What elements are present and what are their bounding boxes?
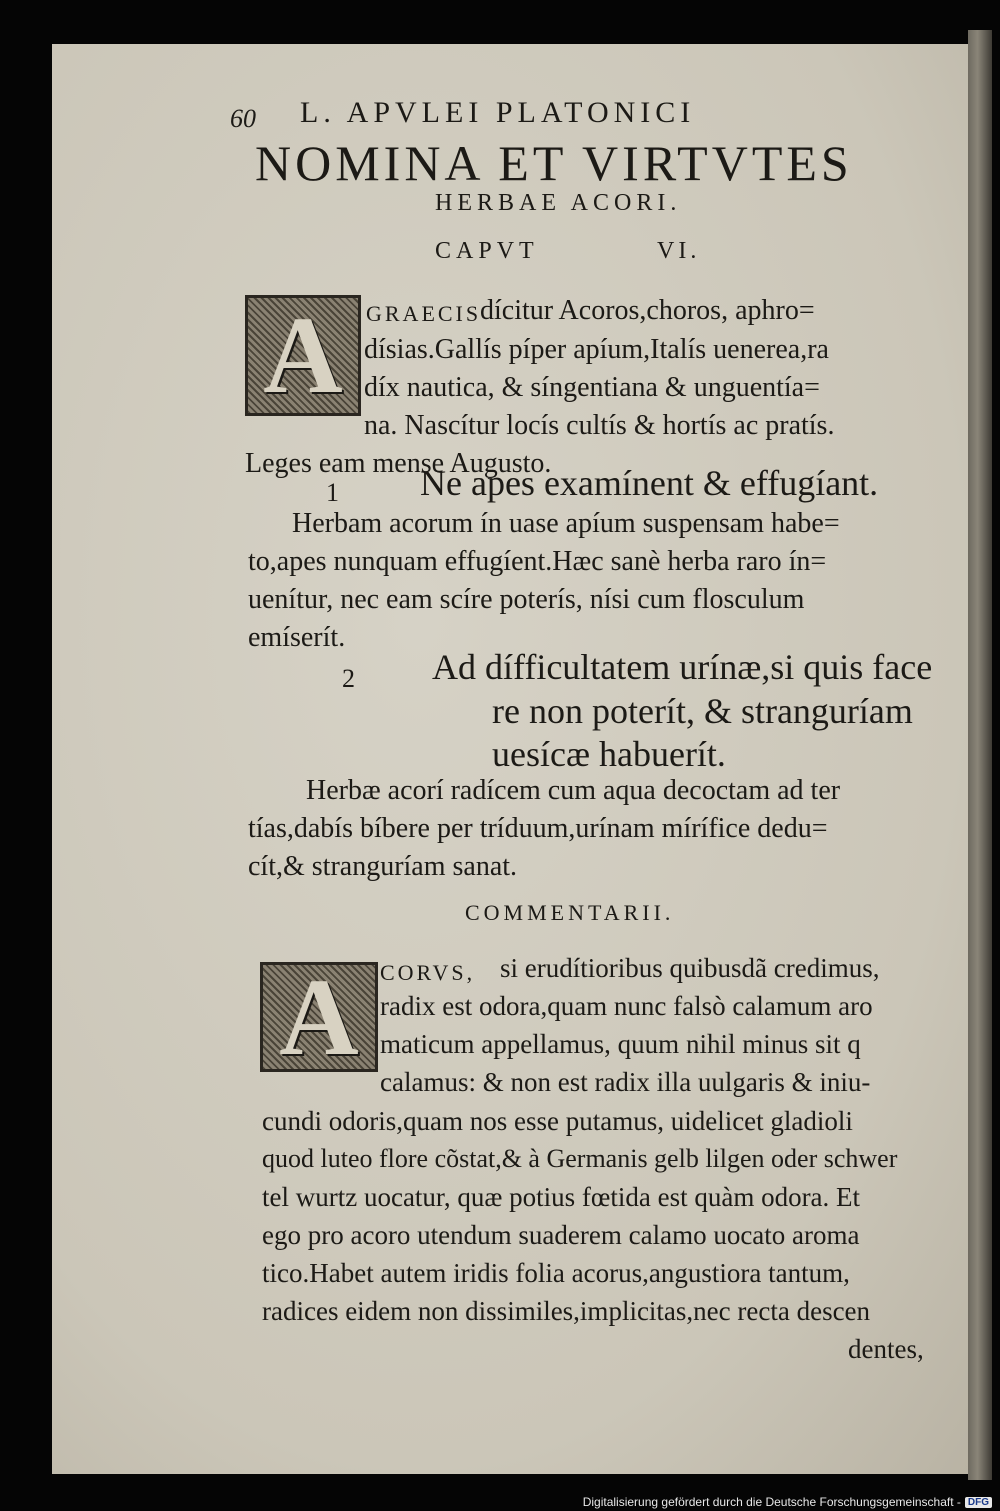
running-head: L. APVLEI PLATONICI <box>300 96 696 129</box>
commentary-line: si erudítioribus quibusdã credimus, <box>500 953 880 983</box>
commentary-line: radices eidem non dissimiles,implicitas,nec recta descen <box>262 1296 871 1326</box>
para1-line: Leges eam mense Augusto. <box>245 448 552 479</box>
section-line: uenítur, nec eam scíre poterís, nísi cum flosculum <box>248 584 805 615</box>
section-heading: Ad dífficultatem urínæ,si quis face <box>432 647 933 687</box>
section-line: cít,& stranguríam sanat. <box>248 851 518 882</box>
commentary-line: calamus: & non est radix illa uulgaris & iniu- <box>380 1067 871 1097</box>
caput-label: CAPVT <box>435 238 539 264</box>
commentary-line: ego pro acoro utendum suaderem calamo uocato aroma <box>262 1220 860 1250</box>
commentary-line: radix est odora,quam nunc falsò calamum aro <box>380 991 873 1021</box>
page-number: 60 <box>230 104 256 133</box>
commentary-line: maticum appellamus, quum nihil minus sit q <box>380 1029 861 1059</box>
para1-line: dícitur Acoros,choros, aphro= <box>480 295 815 326</box>
digitization-credit <box>583 1495 992 1509</box>
section-line: Herbæ acorí radícem cum aqua decoctam ad ter <box>306 775 841 806</box>
para1-line: dísias.Gallís píper apíum,Italís uenerea,ra <box>364 334 829 365</box>
page-edge <box>968 30 992 1480</box>
credit-text: Digitalisierung gefördert durch die Deutsche Forschungsgemeinschaft - <box>582 1495 961 1509</box>
chapter-subtitle: HERBAE ACORI. <box>435 190 682 216</box>
section-line: to,apes nunquam effugíent.Hæc sanè herba raro ín= <box>248 546 827 577</box>
commentary-smallcaps: CORVS, <box>380 960 476 985</box>
decorated-initial-a: A <box>245 295 361 416</box>
commentary-line: tico.Habet autem iridis folia acorus,angustiora tantum, <box>262 1258 850 1288</box>
chapter-title: NOMINA ET VIRTVTES <box>255 135 853 191</box>
catchword: dentes, <box>848 1334 924 1364</box>
commentary-line: cundi odoris,quam nos esse putamus, uidelicet gladioli <box>262 1106 853 1136</box>
commentary-heading: COMMENTARII. <box>465 900 675 925</box>
dfg-logo-icon: DFG <box>965 1497 992 1508</box>
para1-line: na. Nascítur locís cultís & hortís ac pratís. <box>364 410 835 441</box>
commentary-line: tel wurtz uocatur, quæ potius fœtida est quàm odora. Et <box>262 1182 861 1212</box>
section-line: tías,dabís bíbere per tríduum,urínam mírífice dedu= <box>248 813 828 844</box>
para1-smallcaps: GRAECIS <box>366 301 482 326</box>
section-number: 2 <box>342 664 355 693</box>
section-line: emíserít. <box>248 622 346 653</box>
section-heading: Ne apes examínent & effugíant. <box>420 463 879 503</box>
section-number: 1 <box>326 478 339 507</box>
decorated-initial-a: A <box>260 962 378 1072</box>
section-line: Herbam acorum ín uase apíum suspensam habe= <box>292 508 840 539</box>
caput-number: VI. <box>657 238 701 264</box>
commentary-line: quod luteo flore cõstat,& à Germanis gelb lilgen oder schwer <box>262 1144 898 1173</box>
section-heading: uesícæ habuerít. <box>492 734 726 774</box>
section-heading: re non poterít, & stranguríam <box>492 691 913 731</box>
para1-line: díx nautica, & síngentiana & unguentía= <box>364 372 820 403</box>
